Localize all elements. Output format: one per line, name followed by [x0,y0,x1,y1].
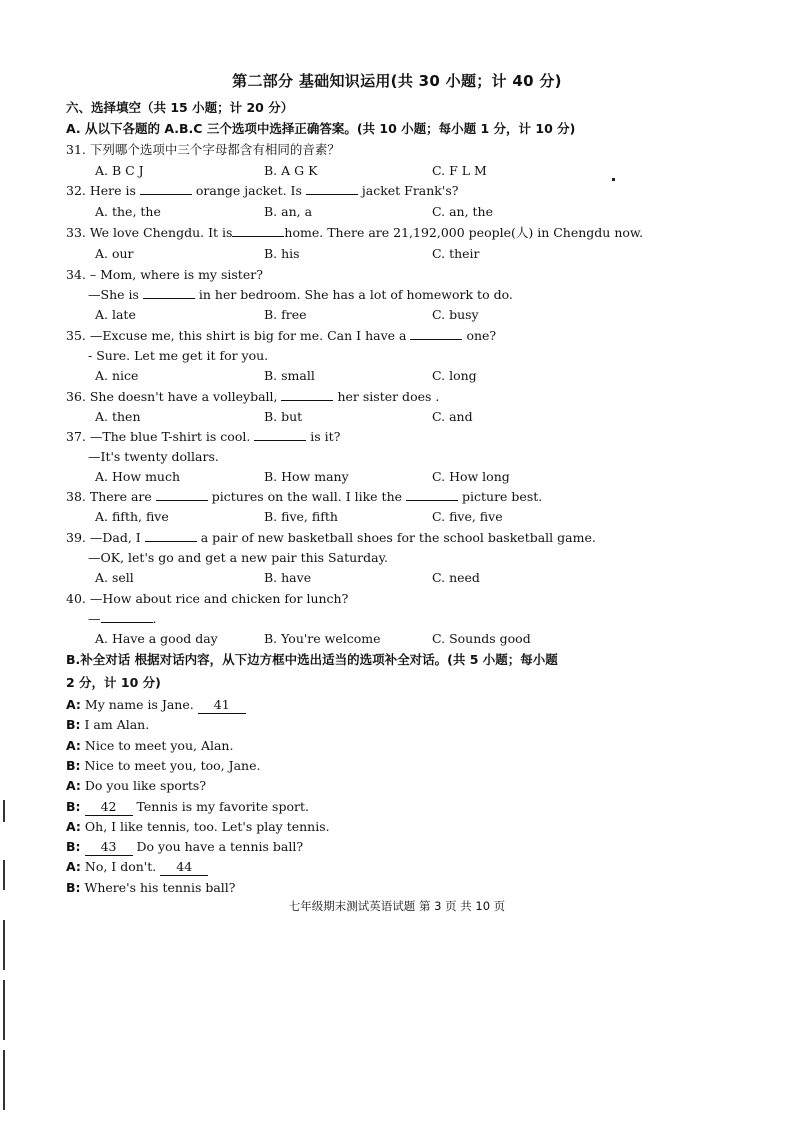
speaker-label: A: [66,819,81,834]
dialog-line [66,738,233,754]
question-text: 32. Here is [66,183,136,198]
option-a: A. How much [95,469,181,484]
dialog-text: Oh, I like tennis, too. Let's play tennis. [84,819,330,834]
speaker-label: B: [66,758,81,773]
option-c: C. an, the [432,204,493,219]
option-b: B. You're welcome [264,631,381,646]
question-34: 34. – Mom, where is my sister? [66,267,263,282]
option-b: B. his [264,246,300,261]
question-38 [66,489,542,505]
option-c: C. and [432,409,473,424]
question-text: 39. —Dad, I [66,530,141,545]
scan-edge-mark [3,1050,5,1110]
answer-blank [143,287,195,299]
question-31: 31. 下列哪个选项中三个字母都含有相同的音素？ [66,142,340,157]
answer-blank [140,183,192,195]
question-text: a pair of new basketball shoes for the school basketball game. [200,530,596,545]
dialog-text: My name is Jane. [84,697,194,712]
speaker-label: A: [66,778,81,793]
dialog-line [66,758,260,774]
page-footer: 七年级期末测试英语试题 第 3 页 共 10 页 [288,899,506,913]
question-text: in her bedroom. She has a lot of homework to do. [198,287,513,302]
answer-blank-number: 42 [85,799,133,816]
speaker-label: A: [66,738,81,753]
option-c: C. How long [432,469,510,484]
speaker-label: B: [66,799,81,814]
dialog-text: No, I don't. [84,859,157,874]
question-text: home. There are 21,192,000 people(人) in Chengdu now. [284,225,644,240]
question-text: one? [466,328,497,343]
dialog-line [66,697,246,714]
speaker-label: B: [66,880,81,895]
option-a: A. Have a good day [95,631,218,646]
option-c: C. their [432,246,480,261]
question-text: orange jacket. Is [195,183,302,198]
answer-blank [406,489,458,501]
dialog-line [66,717,149,733]
option-c: C. Sounds good [432,631,531,646]
question-text: 36. She doesn't have a volleyball, [66,389,278,404]
question-40-reply [88,611,156,627]
speaker-label: A: [66,697,81,712]
answer-blank [281,389,333,401]
scan-edge-mark [3,980,5,1040]
option-c: C. long [432,368,477,383]
option-b: B. five, fifth [264,509,338,524]
dialog-text: Nice to meet you, Alan. [84,738,234,753]
option-b: B. small [264,368,315,383]
option-b: B. but [264,409,303,424]
part-b-instructions: B.补全对话 根据对话内容，从下边方框中选出适当的选项补全对话。(共 5 小题；每小题 [66,652,558,667]
question-39-reply: —OK, let's go and get a new pair this Saturday. [88,550,388,565]
option-b: B. have [264,570,312,585]
question-text: her sister does . [337,389,440,404]
answer-blank [410,328,462,340]
option-c: C. busy [432,307,479,322]
question-33 [66,225,643,241]
dialog-line [66,819,330,835]
option-b: B. free [264,307,307,322]
scan-edge-mark [3,800,5,822]
scan-edge-mark [3,860,5,890]
speaker-label: A: [66,859,81,874]
dialog-line [66,778,206,794]
option-a: A. then [95,409,141,424]
question-40: 40. —How about rice and chicken for lunch? [66,591,349,606]
question-32 [66,183,458,199]
page-title: 第二部分 基础知识运用(共 30 小题；计 40 分) [232,72,562,90]
option-c: C. F L M [432,163,487,178]
dialog-line [66,880,236,896]
section-heading: 六、选择填空（共 15 小题；计 20 分） [66,100,294,115]
option-a: A. B C J [95,163,144,178]
dialog-text: Do you like sports? [84,778,207,793]
question-text: . [152,611,157,626]
dialog-text: Nice to meet you, too, Jane. [84,758,261,773]
option-a: A. sell [95,570,134,585]
question-text: 35. —Excuse me, this shirt is big for me. Can I have a [66,328,407,343]
answer-blank [254,429,306,441]
option-a: A. nice [95,368,139,383]
question-34-reply [88,287,513,303]
question-39 [66,530,596,546]
dialog-text: Tennis is my favorite sport. [136,799,309,814]
question-text: picture best. [462,489,543,504]
answer-blank-number: 44 [160,859,208,876]
option-b: B. A G K [264,163,318,178]
option-a: A. late [95,307,136,322]
dialog-line [66,859,208,876]
part-a-instructions: A. 从以下各题的 A.B.C 三个选项中选择正确答案。(共 10 小题；每小题 1 分，计 10 分) [66,121,576,136]
scan-speck [612,178,615,181]
dialog-text: I am Alan. [84,717,150,732]
option-b: B. How many [264,469,349,484]
question-text: jacket Frank's? [361,183,459,198]
question-text: 33. We love Chengdu. It is [66,225,233,240]
option-b: B. an, a [264,204,313,219]
speaker-label: B: [66,717,81,732]
question-text: is it? [310,429,341,444]
question-37 [66,429,340,445]
answer-blank [232,225,284,237]
option-a: A. the, the [95,204,161,219]
dialog-text: Do you have a tennis ball? [136,839,304,854]
question-text: pictures on the wall. I like the [211,489,403,504]
question-text: —She is [88,287,139,302]
scan-edge-mark [3,920,5,970]
answer-blank-number: 41 [198,697,246,714]
answer-blank [101,611,153,623]
question-text: 38. There are [66,489,152,504]
question-text: 37. —The blue T-shirt is cool. [66,429,251,444]
speaker-label: B: [66,839,81,854]
answer-blank [145,530,197,542]
question-36 [66,389,439,405]
question-text: — [88,611,101,626]
option-a: A. our [95,246,134,261]
part-b-instructions-cont: 2 分，计 10 分) [66,675,161,690]
option-c: C. need [432,570,480,585]
dialog-line [66,799,309,816]
question-37-reply: —It's twenty dollars. [88,449,219,464]
dialog-text: Where's his tennis ball? [84,880,236,895]
answer-blank [156,489,208,501]
option-c: C. five, five [432,509,503,524]
answer-blank [306,183,358,195]
answer-blank-number: 43 [85,839,133,856]
question-35-reply: - Sure. Let me get it for you. [88,348,269,363]
question-35 [66,328,496,344]
option-a: A. fifth, five [95,509,169,524]
dialog-line [66,839,303,856]
